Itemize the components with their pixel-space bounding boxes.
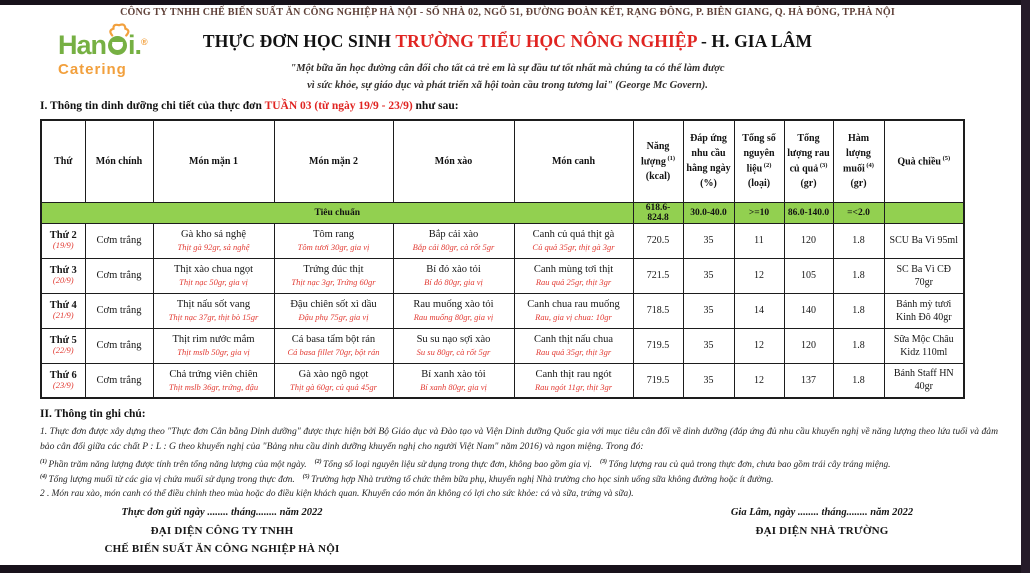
- afternoon-snack-cell: Sữa Mộc Châu Kidz 110ml: [884, 328, 964, 363]
- percent-cell: 35: [683, 363, 734, 398]
- section-1-week: TUẦN 03 (từ ngày 19/9 - 23/9): [264, 100, 413, 112]
- day-label: Thứ 5: [49, 335, 77, 347]
- company-header-line: CÔNG TY TNHH CHẾ BIẾN SUẤT ĂN CÔNG NGHIỆP HÀ NỘI - SỐ NHÀ 02, NGÕ 51, ĐƯỜNG ĐOÀN KẾT, RẠNG ĐÔNG, P. BIÊN GIANG, Q. HÀ ĐÔNG, TP.HÀ NỘI: [120, 7, 895, 18]
- dish-ingredients: Thịt nạc 50gr, gia vị: [179, 277, 248, 288]
- ingredient-count-cell: 12: [734, 363, 784, 398]
- footer-school-signature: [652, 507, 992, 537]
- veg-amount-cell: 137: [784, 363, 833, 398]
- quote-line-1: "Một bữa ăn học đường cân đối cho tất cả trẻ em là sự đầu tư tốt nhất mà chúng ta có thể làm được: [290, 63, 725, 74]
- day-cell: [41, 223, 85, 258]
- dish-name: Canh thịt rau ngót: [535, 369, 612, 381]
- day-label: Thứ 6: [49, 370, 77, 382]
- afternoon-snack-cell: SC Ba Vì CĐ 70gr: [884, 258, 964, 293]
- man-1-cell: [153, 293, 274, 328]
- day-label: Thứ 2: [49, 230, 77, 242]
- day-cell: [41, 363, 85, 398]
- day-date: (23/9): [52, 380, 74, 391]
- canh-cell: [514, 293, 633, 328]
- veg-amount-cell: 140: [784, 293, 833, 328]
- dish-name: Bắp cải xào: [428, 229, 479, 241]
- dish-ingredients: Thịt nạc 3gr, Trứng 60gr: [291, 277, 376, 288]
- dish-ingredients: Thịt gà 60gr, củ quả 45gr: [290, 382, 377, 393]
- man-2-cell: [274, 258, 393, 293]
- dish-ingredients: Đậu phụ 75gr, gia vị: [298, 312, 369, 323]
- xao-cell: [393, 328, 514, 363]
- dish-ingredients: Rau quả 25gr, thịt 3gr: [535, 277, 612, 288]
- dish-name: Rau muống xào tỏi: [413, 299, 494, 311]
- energy-cell: 721.5: [633, 258, 683, 293]
- footnote-marker: (3): [599, 459, 609, 465]
- dish-ingredients: Su su 80gr, cà rốt 5gr: [416, 347, 491, 358]
- column-header-ham-luong-muoi: [833, 120, 884, 202]
- dish-name: Thịt nấu sốt vang: [176, 299, 251, 311]
- standard-label: Tiêu chuẩn: [41, 202, 633, 223]
- day-date: (21/9): [52, 310, 74, 321]
- day-cell: [41, 293, 85, 328]
- dish-name: Canh thịt nấu chua: [533, 334, 614, 346]
- document-title: [0, 31, 1015, 52]
- footnote-segment: [303, 475, 774, 485]
- percent-cell: 35: [683, 328, 734, 363]
- main-dish-cell: Cơm trắng: [85, 363, 153, 398]
- dish-ingredients: Thịt nạc 37gr, thịt bò 15gr: [168, 312, 259, 323]
- section-1-heading: [40, 100, 459, 112]
- column-header-footnote-marker: (4): [864, 162, 874, 170]
- column-header-dap-ung: [683, 120, 734, 202]
- column-header-label: Thứ: [54, 155, 73, 167]
- column-header-nang-luong: [633, 120, 683, 202]
- column-header-qua-chieu: [884, 120, 964, 202]
- xao-cell: [393, 363, 514, 398]
- salt-cell: 1.8: [833, 223, 884, 258]
- energy-cell: 719.5: [633, 328, 683, 363]
- day-cell: [41, 258, 85, 293]
- footnotes-line-1: [40, 459, 998, 470]
- menu-row-thứ-6: [41, 363, 964, 398]
- column-header-label: Món mặn 1: [189, 155, 238, 167]
- standard-value: 618.6-824.8: [633, 202, 683, 223]
- footer-company-role-2: CHẾ BIẾN SUẤT ĂN CÔNG NGHIỆP HÀ NỘI: [104, 543, 340, 555]
- footer-sent-date-line: Thực đơn gửi ngày ........ tháng........ năm 2022: [121, 507, 323, 518]
- column-header-mon-canh: [514, 120, 633, 202]
- dish-ingredients: Cá basa fillet 70gr, bột rán: [287, 347, 380, 358]
- dish-name: Bí xanh xào tỏi: [421, 369, 486, 381]
- footnote-text: Phần trăm năng lượng được tính trên tổng năng lượng của một ngày.: [48, 460, 307, 471]
- afternoon-snack-cell: SCU Ba Vì 95ml: [884, 223, 964, 258]
- column-header-label: Hàm lượng muối: [843, 133, 871, 175]
- man-1-cell: [153, 363, 274, 398]
- dish-name: Cá basa tẩm bột rán: [291, 334, 376, 346]
- column-header-footnote-marker: (2): [762, 162, 772, 170]
- menu-row-thứ-3: [41, 258, 964, 293]
- column-header-label: Năng lượng: [640, 140, 670, 167]
- footer-place-date-line: Gia Lâm, ngày ........ tháng........ năm 2022: [730, 507, 914, 518]
- day-cell: [41, 328, 85, 363]
- section-1-suffix: như sau:: [412, 100, 459, 112]
- standard-value: 86.0-140.0: [784, 202, 833, 223]
- day-date: (19/9): [52, 240, 74, 251]
- dish-name: Chả trứng viên chiên: [169, 369, 258, 381]
- man-1-cell: [153, 328, 274, 363]
- footnote-text: Trường hợp Nhà trường tổ chức thêm bữa phụ, khuyến nghị Nhà trường cho học sinh uống sữa không đường hoặc ít đường.: [311, 475, 774, 486]
- column-header-label: Món mặn 2: [309, 155, 358, 167]
- note-2: 2 . Món rau xào, món canh có thể điều chỉnh theo mùa hoặc do điều kiện khách quan. Khuyến cáo món ăn không có lợi cho sức khỏe: cá và sữa, trứng và sữa).: [40, 489, 634, 499]
- xao-cell: [393, 258, 514, 293]
- standard-value: >=10: [734, 202, 784, 223]
- energy-cell: 720.5: [633, 223, 683, 258]
- dish-name: Thịt xào chua ngọt: [173, 264, 254, 276]
- standard-snack-empty: [884, 202, 964, 223]
- main-dish-cell: Cơm trắng: [85, 258, 153, 293]
- dish-name: Su su nạo sợi xào: [416, 334, 491, 346]
- dish-ingredients: Rau ngót 11gr, thịt 3gr: [534, 382, 613, 393]
- canh-cell: [514, 258, 633, 293]
- footnote-marker: (5): [302, 474, 312, 480]
- footnote-text: Tổng lượng rau củ quả trong thực đơn, chưa bao gồm trái cây tráng miệng.: [608, 460, 891, 471]
- viewer-top-border-bar: [0, 0, 1030, 5]
- menu-row-thứ-5: [41, 328, 964, 363]
- standard-row: [41, 202, 964, 223]
- man-2-cell: [274, 223, 393, 258]
- footnote-text: Tổng lượng muối từ các gia vị chứa muối sử dụng trong thực đơn.: [48, 475, 295, 486]
- ingredient-count-cell: 12: [734, 258, 784, 293]
- column-header-unit: (kcal): [645, 170, 671, 182]
- dish-name: Canh mùng tơi thịt: [533, 264, 614, 276]
- quote-line-2: vì sức khỏe, sự giáo dục và phát triển xã hội toàn cầu trong tương lai" (George Mc Govern).: [307, 80, 708, 91]
- footnote-marker: (1): [40, 459, 49, 465]
- salt-cell: 1.8: [833, 363, 884, 398]
- standard-value: =<2.0: [833, 202, 884, 223]
- column-header-mon-xao: [393, 120, 514, 202]
- section-2-heading: II. Thông tin ghi chú:: [40, 408, 146, 420]
- salt-cell: 1.8: [833, 328, 884, 363]
- main-dish-cell: Cơm trắng: [85, 293, 153, 328]
- column-header-unit: (gr): [800, 178, 817, 190]
- dish-ingredients: Củ quả 35gr, thịt gà 3gr: [532, 242, 615, 253]
- column-header-tong-so-nguyen-lieu: [734, 120, 784, 202]
- ingredient-count-cell: 14: [734, 293, 784, 328]
- column-header-label: Tổng lượng rau củ quả: [787, 133, 830, 175]
- column-header-label: Món chính: [95, 155, 143, 167]
- column-header-label: Món canh: [551, 155, 596, 167]
- main-dish-cell: Cơm trắng: [85, 223, 153, 258]
- salt-cell: 1.8: [833, 258, 884, 293]
- footnote-marker: (2): [314, 459, 324, 465]
- dish-name: Canh chua rau muống: [527, 299, 620, 311]
- dish-ingredients: Bắp cải 80gr, cà rốt 5gr: [412, 242, 495, 253]
- veg-amount-cell: 120: [784, 223, 833, 258]
- table-header-row: [41, 120, 964, 202]
- footnotes-line-2: [40, 474, 998, 485]
- standard-value: 30.0-40.0: [683, 202, 734, 223]
- dish-ingredients: Bí đỏ 80gr, gia vị: [424, 277, 483, 288]
- column-header-label: Tổng số nguyên liệu: [742, 133, 776, 175]
- dish-ingredients: Bí xanh 80gr, gia vị: [420, 382, 487, 393]
- dish-name: Trứng đúc thịt: [303, 264, 364, 276]
- footnote-segment: [40, 475, 295, 485]
- day-date: (20/9): [52, 275, 74, 286]
- menu-row-thứ-4: [41, 293, 964, 328]
- column-header-unit: (gr): [850, 178, 867, 190]
- note-1: 1. Thực đơn được xây dựng theo "Thực đơn Cân bằng Dinh dưỡng" được thực hiện bởi Bộ Giáo dục và Đào tạo và Viện Dinh dưỡng Quốc gia với mục tiêu cân đối về dinh dưỡng (đáp ứng đủ nhu cầu khuyến nghị về năng lượng theo lứa tuổi và đảm bảo cân đối giữa các chất P : L : G theo khuyến nghị của "Bảng nhu cầu dinh dưỡng khuyến nghị cho người Việt Nam" năm 2016) và ngon miệng. Trong đó:: [40, 426, 998, 453]
- dish-ingredients: Rau quả 35gr, thịt 3gr: [535, 347, 612, 358]
- dish-name: Canh củ quả thịt gà: [532, 229, 615, 241]
- xao-cell: [393, 223, 514, 258]
- man-1-cell: [153, 223, 274, 258]
- column-header-thu: [41, 120, 85, 202]
- footnote-segment: [600, 460, 891, 470]
- logo-subtitle: Catering: [58, 61, 127, 78]
- column-header-mon-chinh: [85, 120, 153, 202]
- column-header-label: Món xào: [434, 155, 473, 167]
- percent-cell: 35: [683, 258, 734, 293]
- day-date: (22/9): [52, 345, 74, 356]
- xao-cell: [393, 293, 514, 328]
- canh-cell: [514, 223, 633, 258]
- percent-cell: 35: [683, 223, 734, 258]
- title-prefix: THỰC ĐƠN HỌC SINH: [202, 31, 396, 51]
- dish-name: Gà xào ngô ngọt: [298, 369, 369, 381]
- man-1-cell: [153, 258, 274, 293]
- title-suffix: - H. GIA LÂM: [696, 31, 813, 51]
- dish-ingredients: Rau, gia vị chua: 10gr: [535, 312, 612, 323]
- percent-cell: 35: [683, 293, 734, 328]
- viewer-right-border-bar: [1021, 0, 1030, 573]
- column-header-mon-man-2: [274, 120, 393, 202]
- dish-name: Thịt rim nước mắm: [172, 334, 255, 346]
- footer-company-signature: [52, 507, 392, 555]
- logo-text-i: i.: [128, 30, 142, 60]
- column-header-tong-luong-rau-cu-qua: [784, 120, 833, 202]
- footnote-text: Tổng số loại nguyên liệu sử dụng trong thực đơn, không bao gồm gia vị.: [323, 460, 592, 471]
- day-label: Thứ 3: [49, 265, 77, 277]
- column-header-label: Đáp ứng nhu cầu hằng ngày: [686, 133, 731, 175]
- column-header-mon-man-1: [153, 120, 274, 202]
- footnote-segment: [40, 460, 307, 470]
- afternoon-snack-cell: Bánh Staff HN 40gr: [884, 363, 964, 398]
- energy-cell: 718.5: [633, 293, 683, 328]
- weekly-menu-table: [40, 119, 965, 399]
- afternoon-snack-cell: Bánh mỳ tươi Kinh Đô 40gr: [884, 293, 964, 328]
- column-header-label: Quà chiều: [897, 155, 941, 167]
- section-1-prefix: I. Thông tin dinh dưỡng chi tiết của thực đơn: [40, 100, 265, 112]
- salt-cell: 1.8: [833, 293, 884, 328]
- dish-name: Đậu chiên sốt xì dầu: [290, 299, 377, 311]
- registered-mark: ®: [141, 37, 148, 47]
- veg-amount-cell: 105: [784, 258, 833, 293]
- title-school-name: TRƯỜNG TIỂU HỌC NÔNG NGHIỆP: [395, 31, 697, 51]
- menu-row-thứ-2: [41, 223, 964, 258]
- veg-amount-cell: 120: [784, 328, 833, 363]
- dish-ingredients: Thịt mslb 36gr, trứng, đậu: [168, 382, 259, 393]
- footnote-segment: [315, 460, 592, 470]
- dish-ingredients: Thịt mslb 50gr, gia vị: [177, 347, 250, 358]
- ingredient-count-cell: 11: [734, 223, 784, 258]
- dish-name: Tôm rang: [312, 229, 355, 241]
- man-2-cell: [274, 363, 393, 398]
- column-header-footnote-marker: (5): [940, 154, 951, 162]
- footnote-marker: (4): [40, 474, 49, 480]
- main-dish-cell: Cơm trắng: [85, 328, 153, 363]
- column-header-unit: (loại): [747, 178, 771, 190]
- ingredient-count-cell: 12: [734, 328, 784, 363]
- footer-company-role-1: ĐẠI DIỆN CÔNG TY TNHH: [150, 525, 294, 537]
- dish-ingredients: Tôm tươi 30gr, gia vị: [297, 242, 370, 253]
- column-header-footnote-marker: (3): [818, 162, 828, 170]
- canh-cell: [514, 328, 633, 363]
- viewer-bottom-border-bar: [0, 565, 1030, 573]
- dish-name: Gà kho sả nghệ: [180, 229, 247, 241]
- column-header-unit: (%): [700, 178, 717, 190]
- column-header-footnote-marker: (1): [665, 154, 676, 162]
- man-2-cell: [274, 328, 393, 363]
- energy-cell: 719.5: [633, 363, 683, 398]
- canh-cell: [514, 363, 633, 398]
- dish-ingredients: Rau muống 80gr, gia vị: [413, 312, 494, 323]
- dish-ingredients: Thịt gà 92gr, sả nghệ: [177, 242, 250, 253]
- day-label: Thứ 4: [49, 300, 77, 312]
- footer-school-role: ĐẠI DIỆN NHÀ TRƯỜNG: [755, 525, 889, 537]
- man-2-cell: [274, 293, 393, 328]
- dish-name: Bí đỏ xào tỏi: [426, 264, 481, 276]
- logo-text-han: Han: [58, 30, 107, 60]
